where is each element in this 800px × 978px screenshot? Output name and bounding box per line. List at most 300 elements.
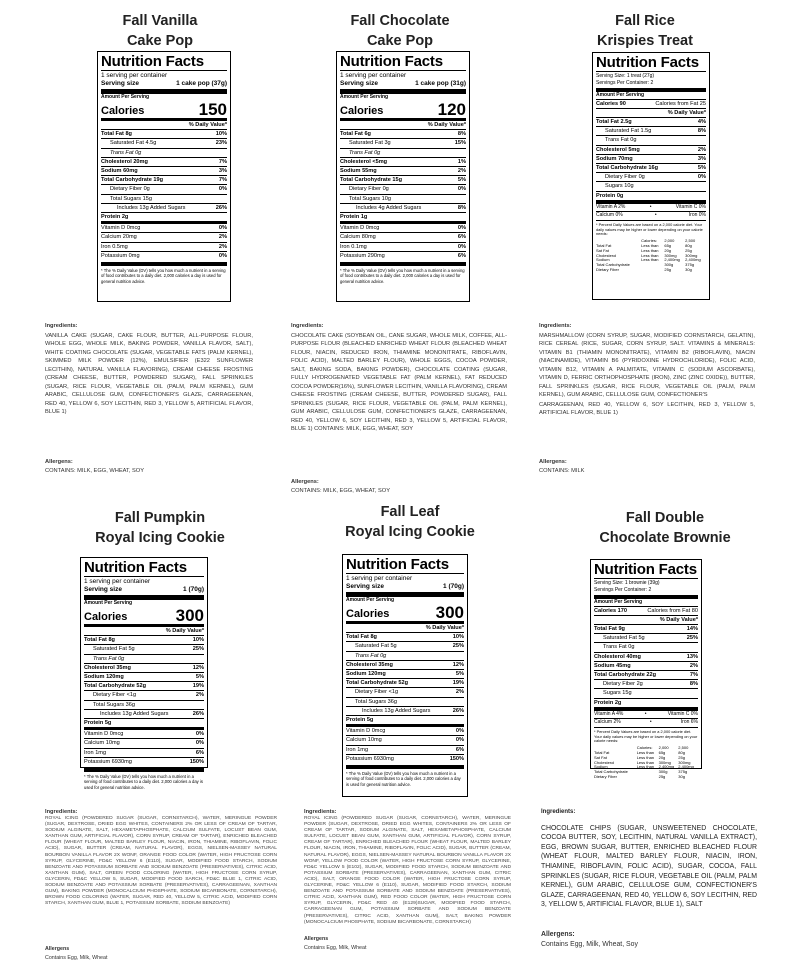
daily-values-cell: 300mg <box>678 759 691 765</box>
nutrient-dv: 6% <box>195 749 204 756</box>
nutrient-dv: 2% <box>455 689 464 696</box>
nutrient-label: Cholesterol <5mg <box>340 158 388 165</box>
nutrient-label: Includes 4g Added Sugars <box>356 204 422 211</box>
allergens-block <box>45 458 253 475</box>
nutrient-label: Potassium 0mg <box>101 252 140 259</box>
serving-size <box>101 80 227 88</box>
nutrient-label: Cholesterol 35mg <box>84 664 131 671</box>
nutrient-dv: 10% <box>215 131 227 138</box>
nutrient-row <box>84 700 204 709</box>
nutrient-label: Protein 5g <box>346 717 374 724</box>
nutrient-dv: 10% <box>192 637 204 644</box>
nutrient-label: Total Carbohydrate 16g <box>596 165 659 172</box>
daily-values-cell: Dietary Fiber <box>596 267 619 272</box>
allergens-text: Contains Egg, Milk, Wheat <box>304 944 367 951</box>
nutrient-row <box>346 706 464 715</box>
nutrient-label: Potassium 6930mg <box>346 755 394 762</box>
nutrient-label: Total Fat 2.5g <box>596 119 632 125</box>
nutrient-dv: 26% <box>215 204 227 211</box>
allergens-text: CONTAINS: MILK <box>539 467 585 474</box>
nutrient-dv: 2% <box>218 234 227 241</box>
amount-per-serving: Amount Per Serving <box>346 597 395 603</box>
allergens-heading: Allergens <box>45 946 70 952</box>
daily-values-cell: 300mg <box>685 252 698 258</box>
nutrient-dv: 2% <box>195 692 204 699</box>
serving-size-label: Serving size <box>101 80 139 87</box>
nutrient-row <box>346 687 464 696</box>
nutrient-row <box>596 181 706 190</box>
nutrient-dv: 0% <box>455 737 464 744</box>
nutrient-label: Total Fat 9g <box>594 626 625 632</box>
serving-size: Serving Size: 1 brownie (39g) <box>594 580 660 586</box>
nutrient-row <box>84 709 204 718</box>
daily-values-row <box>594 775 698 780</box>
nutrient-row <box>340 157 466 166</box>
nutrient-row <box>340 138 466 147</box>
nutrient-row <box>346 724 464 735</box>
vitamin-left: Vitamin A 2% <box>596 203 626 210</box>
nutrient-dv: 19% <box>192 683 204 690</box>
nutrient-row <box>346 678 464 687</box>
vitamin-sep: • <box>649 203 652 210</box>
daily-value-header: % Daily Value* <box>594 615 698 624</box>
nutrient-dv: 8% <box>689 681 698 688</box>
vitamin-row <box>594 707 698 719</box>
ingredients-text-cont: CARRAGEENAN, RED 40, YELLOW 6, SOY LECITHIN, RED 3, YELLOW 5, ARTIFICIAL FLAVOR, BLUE 1) <box>539 401 755 416</box>
ingredients-block <box>291 322 507 434</box>
daily-values-cell: 25g <box>685 247 692 253</box>
nutrient-label: Protein 5g <box>84 720 112 727</box>
product-title <box>60 508 260 548</box>
ingredients-text: ROYAL ICING (POWDERED SUGAR (SUGAR, CORNSTARCH), WATER, MERINGUE POWDER (SUGAR, DEXTROSE, DRIED EGG WHITES, CONTAINERS 2% OR LESS OF CREAM OF TARTAR, SODIUM ALGINATE, SALT, HEXAMETAPHOSPHATE, CALCIUM SULFATE, LOCUST BEAN GUM, XANTHAN GUM, ARTIFICIAL FLAVOR), CORN SYRUP, CREAM OF TARTAR), ENRICHED BLEACHED FLOUR (WHEAT FLOUR, MALTED BARLEY FLOUR, NIACIN, IRON, THIAMINE, RIBOFLAVIN, FOLIC ACID), SUGAR, BUTTER (CREAM, NATURAL FLAVOR), EGGS, NIELSEN-MASSEY NATURAL BOURBON VANILLA FLAVOR 2X WONF, ORANGE FOOD COLOR (WATER, HIGH FRUCTOSE CORN SYRUP, GLYCERINE, FD&C YELLOW 6 (E110), SUGAR, MODIFIED FOOD STARCH, SODIUM BENZOATE AND POTASSIUM SORBATE AND SODIUM BENZOATE (PRESERVATIVES), CITRIC ACID, XANTHAN GUM), SALT, GREEN FOOD COLORING (WATER, HIGH FRUCTOSE CORN SYRUP, GLYCERIN, FD&C YELLOW 5, SUGAR, MODIFIED FOOD SARCH, FD&C BLUE 1, CITRIC ACID, SODIUM BENZOATE AND POTASSIUM SORBATE (PRESERVATIVES), CARRAGEENAN, XANTHAN GUM), BAKING POWDER (MONOCALCIUM PHOSPHATE, SODIUM BICARBONATE, CORNSTARCH), BROWN FOOD COLORING (WATER, SUGAR, RED 40, YELLOW 5, CITRIC ACID, MODIFIED CORN STARCH, XANTHAN GUM, BLUE 1, POTASSIUM SORBATE, SODIUM BENZOATE) <box>45 816 277 907</box>
nutrient-dv: 0% <box>195 731 204 738</box>
allergens-heading: Allergens: <box>541 931 575 938</box>
nutrient-dv: 3% <box>218 168 227 175</box>
nutrient-label: Calcium 20mg <box>101 234 137 241</box>
footnote: * The % Daily Value (DV) tells you how much a nutrient in a serving of food contributes to a daily diet. 2,000 calories a day is used for general nutrition advice. <box>84 768 204 790</box>
nutrient-row <box>101 175 227 184</box>
daily-values-cell: Less than <box>636 764 655 770</box>
nutrient-row <box>84 681 204 690</box>
ingredients-heading: Ingredients: <box>541 809 576 815</box>
nutrient-label: Total Carbohydrate 15g <box>340 177 403 184</box>
product-title <box>70 11 250 51</box>
ingredients-text: VANILLA CAKE (SUGAR, CAKE FLOUR, BUTTER, ALL-PURPOSE FLOUR, WHOLE EGG, WHOLE MILK, BAKING POWDER, VANILLA FLAVOR, SALT), WHITE COATING CHOCOLATE (SUGAR, VEGETABLE FATS (PALM KERNEL), SKIMMED MILK POWDER (12%), EMULSIFIER (E322 SUNFLOWER LECITHIN), NATURAL VANILLA FLAVORING), CREAM CHEESE FROSTING (CREAM CHEESE, BUTTER, POWDERED SUGAR), FALL SPRINKLES (SUGAR, RICE FLOUR, VEGETABLE OIL (PALM, PALM KERNEL), GUM ARABIC, CELLULOSE GUM, CONFECTIONER'S GLAZE, CARRAGEENAN, RED 40, YELLOW 6, SOY LECITHIN, RED 3, YELLOW 5, ARTIFICIAL FLAVOR, BLUE 1) <box>45 332 253 415</box>
nutrient-label: Saturated Fat 4.5g <box>110 140 157 147</box>
daily-values-cell: 65g <box>664 243 672 249</box>
nutrient-row <box>594 670 698 679</box>
nutrient-row <box>346 735 464 744</box>
nutrient-dv: 15% <box>454 140 466 147</box>
serving-size: Serving Size: 1 treat (27g) <box>596 73 655 79</box>
ingredients-block <box>541 808 757 910</box>
ingredients-heading: Ingredients: <box>291 323 324 329</box>
nutrient-dv: 8% <box>457 131 466 138</box>
nutrient-row <box>101 138 227 147</box>
title-line: Fall Pumpkin <box>114 510 206 526</box>
daily-values-cell: Total Fat <box>594 750 610 756</box>
nutrient-label: Trans Fat 0g <box>603 644 635 651</box>
nutrient-dv: 2% <box>689 662 698 669</box>
nutrient-label: Potassium 290mg <box>340 252 385 259</box>
nutrient-label: Saturated Fat 3g <box>349 140 391 147</box>
servings-per-container: Servings Per Container: 2 <box>596 79 654 86</box>
vitamin-right: Iron 6% <box>680 719 698 726</box>
nutrient-label: Sodium 45mg <box>594 662 631 669</box>
vitamin-left: Vitamin A 4% <box>594 710 624 717</box>
vitamin-right: Vitamin C 0% <box>675 203 706 210</box>
nutrient-dv: 8% <box>697 128 706 135</box>
daily-values-cell: 375g <box>685 262 695 268</box>
daily-value-header: % Daily Value* <box>101 118 227 129</box>
daily-value-header: % Daily Value* <box>346 621 464 632</box>
daily-values-cell: Less than <box>636 759 655 765</box>
nutrient-dv: 150% <box>189 758 204 765</box>
nutrient-dv: 23% <box>215 140 227 147</box>
calories-row <box>340 101 466 118</box>
nutrient-row <box>84 644 204 653</box>
nutrient-row <box>594 661 698 670</box>
nutrient-label: Saturated Fat 5g <box>603 635 645 642</box>
daily-values-cell: 2,000 <box>658 745 669 751</box>
nutrient-row <box>594 624 698 633</box>
ingredients-text: ROYAL ICING (POWDERED SUGAR (SUGAR, CORNSTARCH), WATER, MERINGUE POWDER (SUGAR, DEXTROSE, DRIED EGG WHITES, CONTAINERS 2% OR LESS OF CREAM OF TARTAR, SODIUM ALGINATE, SALT, HEXAMETAPHOSPHATE, CALCIUM SULFATE, LOCUST BEAN GUM, XANTHAN GUM, ARTIFICIAL FLAVOR), CORN SYRUP, CREAM OF TARTAR), ENRICHED BLEACHED FLOUR (WHEAT FLOUR, MALTED BARLEY FLOUR, NIACIN, IRON, THIAMINE, RIBOFLAVIN, FOLIC ACID), SUGAR, BUTTER (CREAM, NATURAL FLAVOR), EGGS, NIELSEN-MASSEY NATURAL BOURBON VANILLA FLAVOR 2X WONF, YELLOW FOOD COLOR (WATER, HIGH FRUCTOSE CORN SYRUP, GLYCERINE, FD&C YELLOW 5 (E102), SUGAR, MODIFIED FOOD STARCH, SODIUM BENZOATE AND POTASSIUM SORBATE (PRESERVATIVES), CARRAGEENAN, XANTHAN GUM, CITRIC ACID), SALT, ORANGE FOOD COLOR (WATER, HIGH FRUCTOSE CORN SYRUP, GLYCERINE, FD&C YELLOW 6 (E110), SUGAR, MODIFIED FOOD STARCH, SODIUM BENZOATE AND POTASSIUM SORBATE AND SODIUM BENZOATE (PRESERVATIVES), CITRIC ACID, XANTHAN GUM), RED FOOD COLOR (WATER, HIGH FRUCTOSE CORN SYRUP, GLYCERIN, FD&C RED 40 (E129)SUGAR, MODIFIED FOOD STARCH, CARRAGEENAN GUM, POTASSIUM SORBATE AND SODIUM BENZOATE (PRESERVATIVES), CITRIC ACID, XANTHAN GUM), SALT, BAKING POWDER (MONOCALCIUM PHOSPHATE, SODIUM BICARBONATE, CORNSTARCH) <box>304 816 511 925</box>
nutrient-row <box>340 184 466 193</box>
nutrient-row <box>340 194 466 203</box>
nutrient-row <box>594 633 698 642</box>
nutrient-label: Total Carbohydrate 52g <box>84 683 147 690</box>
nutrient-dv: 7% <box>689 672 698 679</box>
footnote: * Percent Daily Values are based on a 2,000 calorie diet. Your daily values may be higher or lower depending on your calorie needs: <box>594 728 698 744</box>
nutrient-label: Trans Fat 0g <box>349 149 381 156</box>
nutrient-row <box>101 221 227 232</box>
title-line: Royal Icing Cookie <box>345 524 475 540</box>
nutrient-row <box>84 727 204 738</box>
nutrient-label: Total Carbohydrate 22g <box>594 672 657 679</box>
nutrient-label: Calcium 10mg <box>346 737 382 744</box>
nutrient-row <box>101 251 227 260</box>
nutrient-label: Total Fat 8g <box>101 131 132 138</box>
ingredients-heading: Ingredients: <box>304 809 337 815</box>
nutrient-dv: 8% <box>457 204 466 211</box>
daily-values-table <box>594 746 698 780</box>
nutrient-dv: 6% <box>455 746 464 753</box>
daily-values-cell: 2,400mg <box>678 764 694 770</box>
nutrient-label: Includes 13g Added Sugars <box>362 707 431 714</box>
allergens-heading: Allergens: <box>539 459 567 465</box>
nutrient-label: Trans Fat 0g <box>605 137 637 144</box>
nutrient-dv: 10% <box>452 634 464 641</box>
nutrient-dv: 26% <box>192 710 204 717</box>
nutrient-dv: 12% <box>192 664 204 671</box>
nutrient-dv: 6% <box>457 252 466 259</box>
nutrient-dv: 3% <box>697 155 706 162</box>
daily-values-cell: 300mg <box>664 252 677 258</box>
nutrient-row <box>101 184 227 193</box>
nutrient-row <box>594 652 698 661</box>
daily-values-cell: 2,000 <box>664 238 675 244</box>
daily-values-cell: Less than <box>641 257 659 263</box>
vitamin-sep: • <box>649 719 652 726</box>
title-line: Fall Chocolate <box>350 13 450 29</box>
daily-values-cell: Total Carbohydrate <box>596 262 630 268</box>
nutrient-label: Sugars 15g <box>603 690 632 697</box>
nutrient-row <box>340 221 466 232</box>
nutrient-row <box>346 632 464 641</box>
title-line: Krispies Treat <box>597 33 693 49</box>
calories-label: Calories <box>346 608 390 620</box>
title-line: Fall Leaf <box>380 504 440 520</box>
nutrient-label: Total Fat 6g <box>340 131 371 138</box>
title-line: Fall Vanilla <box>122 13 198 29</box>
allergens-block <box>541 930 757 950</box>
ingredients-text: CHOCOLATE CHIPS (SUGAR, UNSWEETENED CHOCOLATE, COCOA BUTTER, SOY, LECITHIN, NATURAL VANILLA EXTRACT), EGG, BROWN SUGAR, BUTTER, ENRICHED BLEACHED FLOUR (WHEAT FLOUR, MALTED BARLEY FLOUR, NIACIN, IRON, THIAMINE, RIBOFLAVIN, FOLIC ACID), SUGAR, COCOA, FALL SPRINKLES (SUGAR, RICE FLOUR, VEGETABLE OIL (PALM, PALM KERNEL), GUM ARABIC, CELLULOSE GUM, CONFECTIONER'S GLAZE, CARRAGEENAN, RED 40, YELLOW 6, SOY LECITHIN, RED 3, YELLOW 5, ARTIFICIAL FLAVOR, BLUE 1), SALT <box>541 824 757 909</box>
nutrient-row <box>101 148 227 157</box>
title-line: Royal Icing Cookie <box>95 530 225 546</box>
nutrient-row <box>340 232 466 241</box>
nutrient-label: Trans Fat 0g <box>110 149 142 156</box>
nutrient-label: Dietary Fiber <1g <box>355 689 399 696</box>
daily-values-cell: 20g <box>658 754 666 760</box>
nutrient-dv: 0% <box>455 728 464 735</box>
nutrient-label: Total Carbohydrate 52g <box>346 680 409 687</box>
nutrient-row <box>340 175 466 184</box>
nutrient-label: Includes 13g Added Sugars <box>117 204 186 211</box>
allergens-block <box>291 478 507 495</box>
footnote: * The % Daily Value (DV) tells you how much a nutrient in a serving of food contributes to a daily diet. 2,000 calories a day is used for general nutrition advice. <box>340 262 466 284</box>
daily-values-cell <box>637 775 659 780</box>
daily-values-cell: 300mg <box>658 759 671 765</box>
nutrient-dv: 5% <box>457 177 466 184</box>
nutrient-row <box>346 669 464 678</box>
nutrient-dv: 14% <box>686 626 698 632</box>
vitamin-row <box>594 718 698 727</box>
daily-values-cell: Total Fat <box>596 243 612 249</box>
calories-value: Calories 90 <box>596 100 626 107</box>
nutrient-dv: 25% <box>452 643 464 650</box>
daily-values-cell: Dietary Fiber <box>594 774 617 779</box>
vitamin-sep: • <box>654 212 657 219</box>
nutrient-row <box>594 642 698 651</box>
nutrient-row <box>596 154 706 163</box>
ingredients-heading: Ingredients: <box>539 323 572 329</box>
daily-values-cell: 375g <box>678 769 688 775</box>
product-title <box>310 11 490 51</box>
nutrient-row <box>594 679 698 688</box>
calories-value: Calories 170 <box>594 607 627 614</box>
nutrient-label: Cholesterol 40mg <box>594 653 641 660</box>
nutrient-row <box>340 148 466 157</box>
nutrient-dv: 5% <box>697 165 706 172</box>
nutrient-label: Saturated Fat 5g <box>355 643 397 650</box>
nutrition-label <box>336 51 470 302</box>
daily-values-cell: Sat Fat <box>596 247 609 253</box>
nutrient-row <box>346 651 464 660</box>
nutrient-label: Protein 1g <box>340 214 368 221</box>
vitamin-right: Vitamin C 0% <box>667 710 698 717</box>
serving-size-value: 1 cake pop (31g) <box>415 80 466 87</box>
title-line: Fall Rice <box>615 13 675 29</box>
nutrient-label: Vitamin D 0mcg <box>101 225 141 232</box>
vitamin-left: Calcium 0% <box>596 212 623 219</box>
daily-values-cell: 2,500 <box>685 238 696 244</box>
serving-size <box>340 80 466 88</box>
calories-row <box>346 604 464 621</box>
ingredients-text: CHOCOLATE CAKE (SOYBEAN OIL, CANE SUGAR, WHOLE MILK, COFFEE, ALL-PURPOSE FLOUR (BLEACHED ENRICHED WHEAT FLOUR (BLEACHED WHEAT FLOUR, NIACIN, REDUCED IRON, THIAMINE MONONITRATE, RIBOFLAVIN, FOLIC ACID), MALTED BARLEY FLOUR), WHOLE EGGS, COCOA POWDER, SALT, BAKING SODA, BAKING POWDER), CHOCOLATE COATING (SUGAR, FULLY HYDROGENATED VEGETABLE FAT (PALM KERNEL), FAT REDUCED COCOA POWDER(16%), SUNFLOWER LECITHIN, VANILLA FLAVORING), CREAM CHEESE FROSTING (CREAM CHEESE, BUTTER, POWDERED SUGAR), FALL SPRINKLES (SUGAR, RICE FLOUR, VEGETABLE OIL (PALM, PALM KERNEL), GUM ARABIC, CELLULOSE GUM, CONFECTIONER'S GLAZE, CARRAGEENAN, RED 40, YELLOW 6, SOY LECITHIN, RED 3, YELLOW 5, ARTIFICIAL FLAVOR, BLUE 1) CONTAINS: MILK, EGG, WHEAT, SOY <box>291 332 507 432</box>
daily-values-cell: Sodium <box>596 257 610 263</box>
nutrient-label: Iron 1mg <box>84 749 107 756</box>
nutrient-dv: 19% <box>452 680 464 687</box>
nutrient-label: Vitamin D 0mcg <box>84 731 124 738</box>
product-title <box>555 11 735 51</box>
nutrient-label: Trans Fat 0g <box>355 652 387 659</box>
nutrient-row <box>84 635 204 644</box>
daily-value-header: % Daily Value* <box>84 624 204 635</box>
nutrient-label: Calcium 80mg <box>340 234 376 241</box>
nutrient-label: Dietary Fiber 0g <box>110 186 150 193</box>
nutrient-dv: 2% <box>218 243 227 250</box>
nutrition-label <box>80 557 208 790</box>
daily-values-cell: Less than <box>641 247 659 253</box>
daily-values-cell: 80g <box>685 243 692 249</box>
nutrient-label: Protein 0g <box>596 192 624 199</box>
allergens-block <box>304 935 511 952</box>
nutrient-label: Iron 0.5mg <box>101 243 128 250</box>
daily-values-cell: 25g <box>664 267 672 272</box>
nutrient-dv: 26% <box>452 707 464 714</box>
daily-values-row <box>596 268 706 273</box>
nutrient-row <box>340 129 466 138</box>
nutrient-dv: 4% <box>697 119 706 125</box>
allergens-text: CONTAINS: MILK, EGG, WHEAT, SOY <box>291 487 391 494</box>
vitamin-left: Calcium 2% <box>594 719 621 726</box>
nutrition-facts-heading: Nutrition Facts <box>340 54 466 71</box>
daily-values-cell <box>641 268 664 273</box>
daily-values-cell: Calories: <box>636 745 653 751</box>
nutrition-label <box>592 52 710 300</box>
serving-size-label: Serving size <box>346 583 384 590</box>
daily-values-cell: Cholesterol <box>594 759 615 765</box>
nutrition-label <box>590 559 702 779</box>
nutrient-row <box>84 690 204 699</box>
nutrient-row <box>101 212 227 221</box>
calories-from-fat: Calories from Fat 25 <box>655 100 706 107</box>
daily-values-cell: 2,500 <box>678 745 689 751</box>
nutrient-dv: 5% <box>195 674 204 681</box>
amount-per-serving: Amount Per Serving <box>101 94 150 100</box>
nutrient-label: Protein 2g <box>594 699 622 706</box>
calories-value: 300 <box>435 603 464 622</box>
nutrient-label: Potassium 6930mg <box>84 758 132 765</box>
nutrient-label: Cholesterol 20mg <box>101 158 148 165</box>
nutrient-row <box>596 191 706 200</box>
nutrient-row <box>340 242 466 251</box>
nutrient-dv: 7% <box>218 158 227 165</box>
ingredients-heading: Ingredients: <box>45 809 78 815</box>
nutrient-row <box>84 663 204 672</box>
nutrient-row <box>340 251 466 260</box>
nutrient-dv: 0% <box>457 243 466 250</box>
nutrient-dv: 0% <box>218 252 227 259</box>
nutrient-label: Saturated Fat 1.5g <box>605 128 652 135</box>
nutrient-label: Total Fat 8g <box>346 634 377 641</box>
calories-row <box>84 607 204 624</box>
nutrient-dv: 0% <box>457 225 466 232</box>
calories-from-fat: Calories from Fat 80 <box>647 607 698 614</box>
nutrient-label: Protein 2g <box>101 214 129 221</box>
nutrient-dv: 150% <box>449 755 464 762</box>
nutrient-label: Sugars 10g <box>605 183 634 190</box>
nutrient-row <box>101 157 227 166</box>
nutrient-dv: 6% <box>457 234 466 241</box>
daily-values-cell: 65g <box>658 750 666 756</box>
vitamin-right: Iron 0% <box>688 212 706 219</box>
daily-values-cell: Total Carbohydrate <box>594 769 628 775</box>
nutrient-dv: 2% <box>457 168 466 175</box>
nutrient-row <box>596 117 706 126</box>
daily-values-cell: 25g <box>658 774 666 779</box>
calories-row <box>596 99 706 108</box>
nutrient-dv: 7% <box>218 177 227 184</box>
calories-label: Calories <box>101 105 145 117</box>
nutrient-row <box>340 212 466 221</box>
nutrient-label: Total Sugars 36g <box>355 698 397 705</box>
nutrient-label: Dietary Fiber <1g <box>93 692 137 699</box>
ingredients-heading: Ingredients: <box>45 323 78 329</box>
calories-value: 150 <box>198 100 227 119</box>
nutrient-label: Dietary Fiber 0g <box>605 174 645 181</box>
nutrient-label: Iron 0.1mg <box>340 243 367 250</box>
nutrient-label: Total Sugars 10g <box>349 195 391 202</box>
nutrient-row <box>346 745 464 754</box>
nutrient-row <box>101 232 227 241</box>
servings-per-container: 1 serving per container <box>346 575 413 582</box>
nutrient-row <box>101 203 227 212</box>
daily-values-cell: 25g <box>678 754 685 760</box>
footnote: * Percent Daily Values are based on a 2,000 calorie diet. Your daily values may be higher or lower depending on your calorie needs: <box>596 220 706 237</box>
product-title <box>565 508 765 548</box>
allergens-block <box>45 945 277 962</box>
servings-per-container: Servings Per Container: 2 <box>594 586 652 593</box>
amount-per-serving: Amount Per Serving <box>594 598 643 605</box>
title-line: Cake Pop <box>366 33 434 49</box>
serving-size-label: Serving size <box>340 80 378 87</box>
nutrient-label: Dietary Fiber 0g <box>349 186 389 193</box>
allergens-text: CONTAINS: MILK, EGG, WHEAT, SOY <box>45 467 145 474</box>
nutrient-label: Cholesterol 35mg <box>346 661 393 668</box>
nutrient-label: Iron 1mg <box>346 746 369 753</box>
nutrient-dv: 5% <box>455 671 464 678</box>
nutrient-dv: 25% <box>192 646 204 653</box>
nutrient-row <box>340 203 466 212</box>
nutrient-row <box>84 748 204 757</box>
nutrient-row <box>84 654 204 663</box>
vitamin-row <box>596 200 706 212</box>
nutrient-row <box>84 718 204 727</box>
title-line: Chocolate Brownie <box>599 530 731 546</box>
allergens-block <box>539 458 755 475</box>
daily-values-cell: 80g <box>678 750 685 756</box>
nutrition-facts-heading: Nutrition Facts <box>84 560 204 577</box>
serving-size <box>346 583 464 591</box>
nutrient-row <box>84 738 204 747</box>
vitamin-row <box>596 211 706 220</box>
nutrient-label: Sodium 120mg <box>84 674 124 681</box>
nutrient-dv: 0% <box>195 740 204 747</box>
nutrient-row <box>596 172 706 181</box>
nutrient-label: Trans Fat 0g <box>93 655 125 662</box>
nutrient-row <box>84 757 204 766</box>
